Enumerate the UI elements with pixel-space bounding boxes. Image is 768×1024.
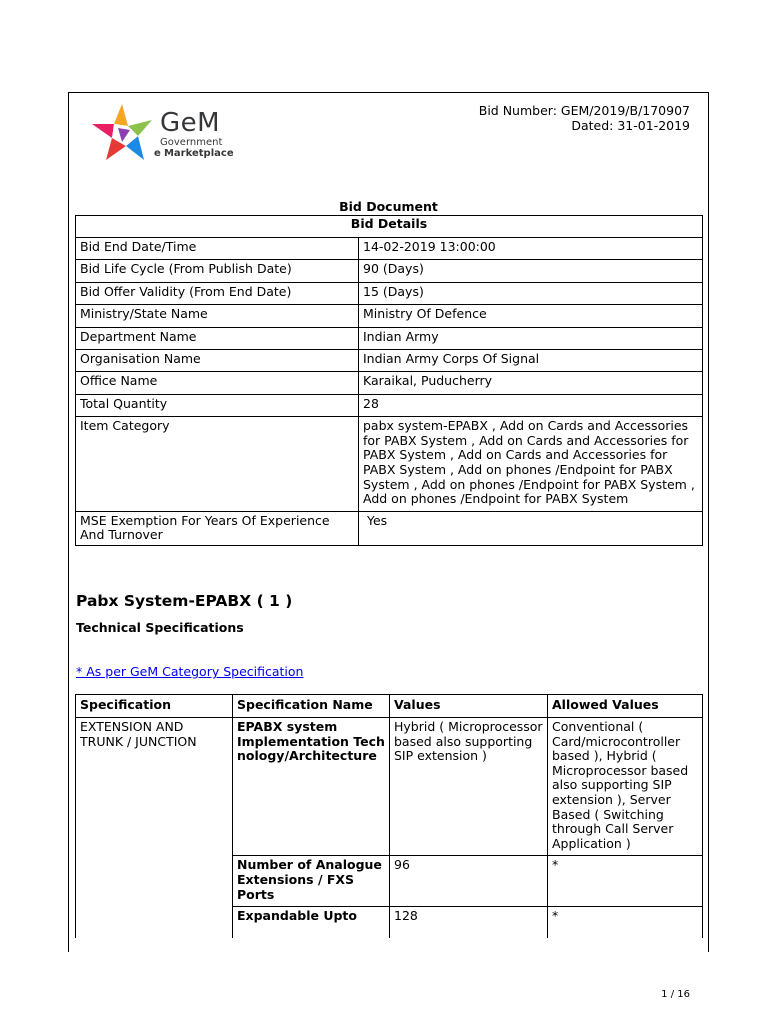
spec-value: 96 (390, 856, 548, 907)
col-header: Specification Name (233, 695, 390, 718)
spec-allowed: * (548, 856, 703, 907)
row-label: MSE Exemption For Years Of Experience And Turnover (76, 511, 359, 545)
table-row (76, 260, 703, 282)
logo-wordmark: GeM (160, 108, 221, 138)
spec-group: EXTENSION AND TRUNK / JUNCTION (76, 718, 233, 938)
spec-allowed: * (548, 907, 703, 938)
row-value: 28 (359, 394, 703, 416)
section-subtitle: Technical Specifications (76, 620, 244, 635)
table-row (76, 394, 703, 416)
row-value: 90 (Days) (359, 260, 703, 282)
row-value: 14-02-2019 13:00:00 (359, 238, 703, 260)
table-row (76, 238, 703, 260)
row-value: 15 (Days) (359, 282, 703, 304)
row-label: Bid Offer Validity (From End Date) (76, 282, 359, 304)
row-label: Office Name (76, 372, 359, 394)
spec-name: Expandable Upto (233, 907, 390, 938)
logo-line-marketplace: e Marketplace (154, 148, 234, 159)
spec-name: Number of Analogue Extensions / FXS Ports (233, 856, 390, 907)
spec-name: EPABX system Implementation Tech nology/Architecture (233, 718, 390, 856)
row-value: Yes (359, 511, 703, 545)
spec-allowed: Conventional ( Card/microcontroller based ), Hybrid ( Microprocessor based also supporting SIP extension ), Server Based ( Switching through Call Server Application ) (548, 718, 703, 856)
section-title: Pabx System-EPABX ( 1 ) (76, 592, 293, 610)
table-row (76, 372, 703, 394)
table-header-row (76, 695, 703, 718)
bid-number: Bid Number: GEM/2019/B/170907 (478, 103, 690, 118)
row-value: Karaikal, Puducherry (359, 372, 703, 394)
table-row (76, 718, 703, 856)
col-header: Specification (76, 695, 233, 718)
col-header: Values (390, 695, 548, 718)
table-row (76, 305, 703, 327)
bid-details-header: Bid Details (76, 216, 703, 238)
row-value: Indian Army (359, 327, 703, 349)
row-value: Ministry Of Defence (359, 305, 703, 327)
row-label: Department Name (76, 327, 359, 349)
row-label: Item Category (76, 417, 359, 512)
spec-value: 128 (390, 907, 548, 938)
logo-line-government: Government (160, 137, 223, 148)
spec-value: Hybrid ( Microprocessor based also supporting SIP extension ) (390, 718, 548, 856)
row-value: Indian Army Corps Of Signal (359, 349, 703, 371)
bid-details-table (75, 215, 703, 546)
row-label: Total Quantity (76, 394, 359, 416)
row-value: pabx system-EPABX , Add on Cards and Accessories for PABX System , Add on Cards and Accessories for PABX System , Add on Cards and Accessories for PABX System , Add on phones /Endpoint for PABX System , Add on phones /Endpoint for PABX System , Add on phones /Endpoint for PABX System (359, 417, 703, 512)
spec-table (75, 694, 703, 938)
document-title: Bid Document (339, 199, 438, 214)
row-label: Ministry/State Name (76, 305, 359, 327)
table-row (76, 417, 703, 512)
table-row (76, 349, 703, 371)
bid-dated: Dated: 31-01-2019 (571, 118, 690, 133)
col-header: Allowed Values (548, 695, 703, 718)
table-row (76, 327, 703, 349)
table-row (76, 282, 703, 304)
row-label: Organisation Name (76, 349, 359, 371)
bid-info (479, 103, 690, 133)
category-spec-link[interactable]: * As per GeM Category Specification (76, 664, 304, 679)
row-label: Bid End Date/Time (76, 238, 359, 260)
page-number: 1 / 16 (661, 989, 690, 1000)
row-label: Bid Life Cycle (From Publish Date) (76, 260, 359, 282)
table-row (76, 511, 703, 545)
